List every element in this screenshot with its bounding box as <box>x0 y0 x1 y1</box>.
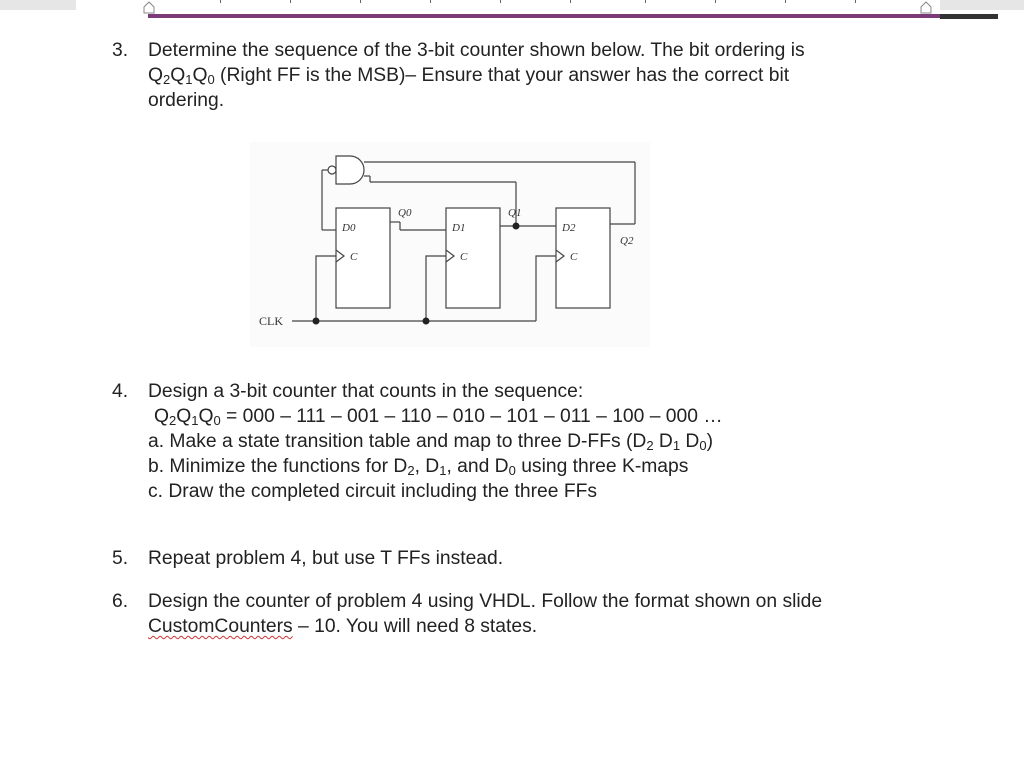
problem-4-sequence: $Q_2Q_1Q_0 = 000 - 111 - 001 - 110 - 010 - 101 - 011 - 100 - 000$ … <box>154 406 723 428</box>
indent-marker-right-icon[interactable] <box>919 0 933 14</box>
and-gate <box>336 156 364 184</box>
problem-3-line-3: ordering. <box>148 90 225 111</box>
indent-marker-left-icon[interactable] <box>142 0 156 14</box>
problem-5-line-1: Repeat problem 4, but use T FFs instead. <box>148 548 504 569</box>
problem-number: 4. <box>112 381 129 402</box>
ff2-d-label: D2 <box>562 222 576 234</box>
inverter-bubble <box>328 166 336 174</box>
ruler-tick <box>855 0 856 3</box>
problem-4-part-a: a. Make a state transition table and map to three D-FFs ($D_2$ $D_1$ $D_0$) <box>148 431 714 453</box>
circuit-svg <box>250 142 650 347</box>
clk-label: CLK <box>259 314 283 328</box>
spellcheck-word[interactable]: CustomCounters <box>148 616 293 637</box>
ruler-tick <box>645 0 646 3</box>
ff1-c-label: C <box>460 251 468 263</box>
ff1-d-label: D1 <box>452 222 466 234</box>
ruler-tick <box>430 0 431 3</box>
ff2-c-label: C <box>570 251 578 263</box>
problem-3-line-1: Determine the sequence of the 3-bit counter shown below. The bit ordering is <box>148 40 805 61</box>
ruler-tick <box>290 0 291 3</box>
ruler-tick <box>785 0 786 3</box>
problem-4-part-c: c. Draw the completed circuit including the three FFs <box>148 481 598 502</box>
ruler-tick <box>360 0 361 3</box>
ruler-dark-segment <box>940 14 998 19</box>
ruler-tick <box>715 0 716 3</box>
ruler-tick <box>500 0 501 3</box>
ff0-c-label: C <box>350 251 358 263</box>
ff1-q-label: Q1 <box>508 207 522 219</box>
problem-number: 5. <box>112 548 129 569</box>
ruler-margin-right <box>940 0 1024 10</box>
problem-4-line-1: Design a 3-bit counter that counts in the sequence: <box>148 381 584 402</box>
problem-6-line-1: Design the counter of problem 4 using VHDL. Follow the format shown on slide <box>148 591 823 612</box>
problem-6-line-2: CustomCounters – 10. You will need 8 states. <box>148 616 538 637</box>
ff0-q-label: Q0 <box>398 207 412 219</box>
ruler[interactable] <box>0 0 1024 14</box>
ff0-d-label: D0 <box>342 222 356 234</box>
ruler-margin-left <box>0 0 76 10</box>
ff2-q-label: Q2 <box>620 235 634 247</box>
problem-number: 6. <box>112 591 129 612</box>
problem-3-line-2: $Q_2Q_1Q_0$ (Right FF is the MSB)– Ensure that your answer has the correct bit <box>148 65 790 87</box>
counter-circuit-diagram <box>250 142 650 347</box>
problem-4-part-b: b. Minimize the functions for $D_2$, $D_1$, and $D_0$ using three K-maps <box>148 456 689 478</box>
ruler-tick <box>570 0 571 3</box>
ruler-tick <box>220 0 221 3</box>
problem-number: 3. <box>112 40 129 61</box>
header-accent-bar <box>148 14 940 18</box>
